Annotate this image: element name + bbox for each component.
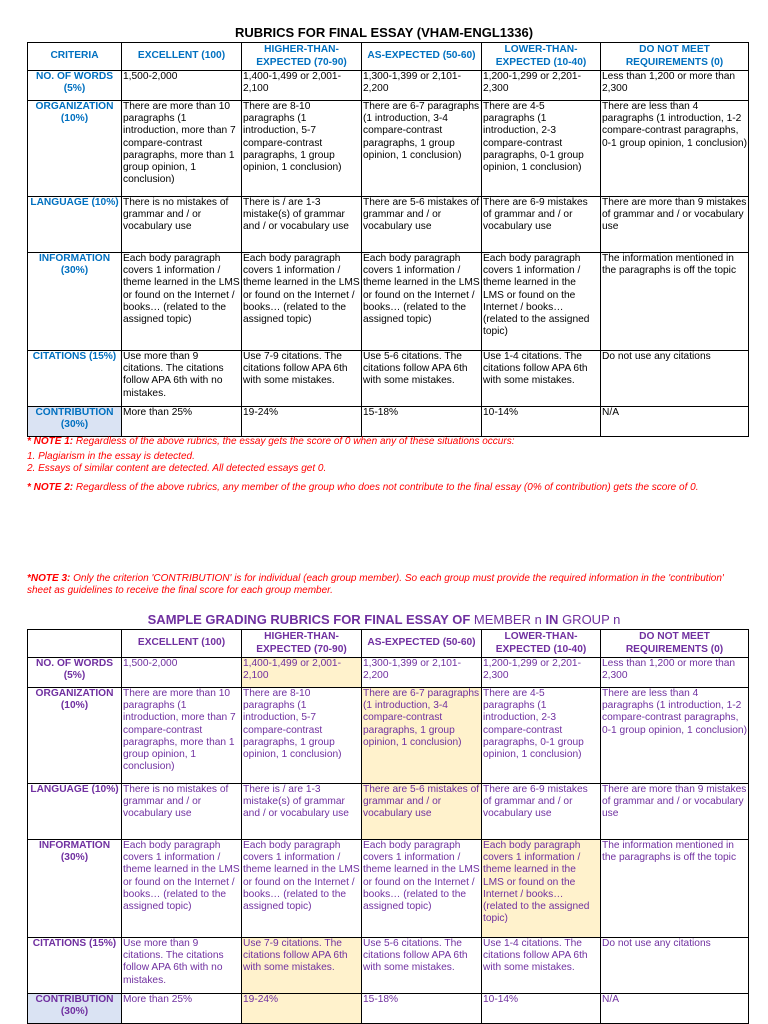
- sample-criteria-language: LANGUAGE (10%): [28, 784, 122, 840]
- note-1-label: * NOTE 1:: [27, 436, 74, 447]
- rubric-header-row: [28, 43, 749, 71]
- sample-cell-citations-0: Use more than 9 citations. The citations follow APA 6th with no mistakes.: [122, 938, 242, 994]
- rubric-table: [27, 42, 749, 437]
- rubric-cell-contribution-0: More than 25%: [122, 407, 242, 437]
- sample-criteria-citations: CITATIONS (15%): [28, 938, 122, 994]
- rubric-cell-no-of-words-2: 1,300-1,399 or 2,101-2,200: [362, 71, 482, 101]
- note-1: [27, 436, 739, 448]
- rubric-cell-organization-0: There are more than 10 paragraphs (1 introduction, more than 7 compare-contrast paragraphs, more than 1 group opinion, 1 conclusion): [122, 101, 242, 197]
- sample-cell-information-4: The information mentioned in the paragraphs is off the topic: [601, 840, 749, 938]
- sample-header-row: [28, 630, 749, 658]
- sample-cell-language-1: There is / are 1-3 mistake(s) of grammar and / or vocabulary use: [242, 784, 362, 840]
- sample-cell-organization-2: There are 6-7 paragraphs (1 introduction, 3-4 compare-contrast paragraphs, 1 group opinion, 1 conclusion): [362, 688, 482, 784]
- rubric-cell-contribution-1: 19-24%: [242, 407, 362, 437]
- rubric-cell-citations-2: Use 5-6 citations. The citations follow APA 6th with some mistakes.: [362, 351, 482, 407]
- rubric-row-contribution: [28, 407, 749, 437]
- sample-header-excellent: EXCELLENT (100): [122, 630, 242, 658]
- rubric-cell-no-of-words-4: Less than 1,200 or more than 2,300: [601, 71, 749, 101]
- rubric-cell-organization-3: There are 4-5 paragraphs (1 introduction, 2-3 compare-contrast paragraphs, 0-1 group opinion, 1 conclusion): [482, 101, 601, 197]
- sample-title-in: IN: [545, 612, 559, 627]
- rubric-cell-information-1: Each body paragraph covers 1 information / theme learned in the LMS or found on the Internet / books… (related to the assigned topic): [242, 253, 362, 351]
- sample-cell-organization-4: There are less than 4 paragraphs (1 introduction, 1-2 compare-contrast paragraphs, 0-1 group opinion, 1 conclusion): [601, 688, 749, 784]
- rubric-row-information: [28, 253, 749, 351]
- sample-header-higher-than-expected: HIGHER-THAN-EXPECTED (70-90): [242, 630, 362, 658]
- rubric-cell-language-4: There are more than 9 mistakes of grammar and / or vocabulary use: [601, 197, 749, 253]
- sample-cell-language-0: There is no mistakes of grammar and / or vocabulary use: [122, 784, 242, 840]
- rubric-row-no-of-words: [28, 71, 749, 101]
- rubric-row-language: [28, 197, 749, 253]
- note-2-text: Regardless of the above rubrics, any member of the group who does not contribute to the final essay (0% of contribution) gets the score of 0.: [73, 482, 699, 493]
- note-1-item-2: 2. Essays of similar content are detected. All detected essays get 0.: [27, 463, 327, 474]
- rubric-criteria-citations: CITATIONS (15%): [28, 351, 122, 407]
- note-3: [27, 573, 739, 597]
- sample-cell-language-4: There are more than 9 mistakes of grammar and / or vocabulary use: [601, 784, 749, 840]
- sample-criteria-information: INFORMATION (30%): [28, 840, 122, 938]
- rubric-cell-contribution-3: 10-14%: [482, 407, 601, 437]
- sample-row-no-of-words: [28, 658, 749, 688]
- sample-criteria-no-of-words: NO. OF WORDS (5%): [28, 658, 122, 688]
- sample-cell-contribution-1: 19-24%: [242, 994, 362, 1024]
- rubric-cell-language-1: There is / are 1-3 mistake(s) of grammar and / or vocabulary use: [242, 197, 362, 253]
- note-3-text: Only the criterion 'CONTRIBUTION' is for individual (each group member). So each group must provide the required information in the 'contribution' sheet as guidelines to receive the final score for each group member.: [27, 573, 724, 596]
- sample-cell-no-of-words-3: 1,200-1,299 or 2,201-2,300: [482, 658, 601, 688]
- sample-cell-citations-2: Use 5-6 citations. The citations follow APA 6th with some mistakes.: [362, 938, 482, 994]
- rubric-cell-information-3: Each body paragraph covers 1 information / theme learned in the LMS or found on the Internet / books… (related to the assigned topic): [482, 253, 601, 351]
- sample-cell-contribution-2: 15-18%: [362, 994, 482, 1024]
- sample-cell-no-of-words-4: Less than 1,200 or more than 2,300: [601, 658, 749, 688]
- rubric-criteria-organization: ORGANIZATION (10%): [28, 101, 122, 197]
- rubric-row-citations: [28, 351, 749, 407]
- rubric-criteria-no-of-words: NO. OF WORDS (5%): [28, 71, 122, 101]
- sample-cell-information-3: Each body paragraph covers 1 information / theme learned in the LMS or found on the Internet / books… (related to the assigned topic): [482, 840, 601, 938]
- note-2-label: * NOTE 2:: [27, 482, 74, 493]
- note-3-label: *NOTE 3:: [27, 573, 71, 584]
- sample-criteria-contribution: CONTRIBUTION (30%): [28, 994, 122, 1024]
- header-do-not-meet: DO NOT MEET REQUIREMENTS (0): [601, 43, 749, 71]
- sample-cell-contribution-3: 10-14%: [482, 994, 601, 1024]
- sample-cell-language-3: There are 6-9 mistakes of grammar and / or vocabulary use: [482, 784, 601, 840]
- rubric-cell-citations-0: Use more than 9 citations. The citations follow APA 6th with no mistakes.: [122, 351, 242, 407]
- rubric-title: RUBRICS FOR FINAL ESSAY (VHAM-ENGL1336): [234, 25, 534, 40]
- sample-row-organization: [28, 688, 749, 784]
- rubric-cell-information-2: Each body paragraph covers 1 information / theme learned in the LMS or found on the Internet / books… (related to the assigned topic): [362, 253, 482, 351]
- sample-header-as-expected: AS-EXPECTED (50-60): [362, 630, 482, 658]
- sample-cell-information-2: Each body paragraph covers 1 information / theme learned in the LMS or found on the Internet / books… (related to the assigned topic): [362, 840, 482, 938]
- sample-rubric-table: [27, 629, 749, 1024]
- sample-row-information: [28, 840, 749, 938]
- note-2: [27, 482, 739, 494]
- rubric-cell-organization-4: There are less than 4 paragraphs (1 introduction, 1-2 compare-contrast paragraphs, 0-1 group opinion, 1 conclusion): [601, 101, 749, 197]
- note-1-item-1: 1. Plagiarism in the essay is detected.: [27, 451, 195, 462]
- rubric-row-organization: [28, 101, 749, 197]
- sample-cell-contribution-0: More than 25%: [122, 994, 242, 1024]
- sample-title-member: MEMBER n: [473, 612, 542, 627]
- sample-criteria-organization: ORGANIZATION (10%): [28, 688, 122, 784]
- sample-cell-citations-1: Use 7-9 citations. The citations follow APA 6th with some mistakes.: [242, 938, 362, 994]
- rubric-cell-language-0: There is no mistakes of grammar and / or vocabulary use: [122, 197, 242, 253]
- rubric-cell-citations-4: Do not use any citations: [601, 351, 749, 407]
- note-1-text: Regardless of the above rubrics, the essay gets the score of 0 when any of these situations occurs:: [73, 436, 515, 447]
- sample-cell-contribution-4: N/A: [601, 994, 749, 1024]
- rubric-cell-no-of-words-0: 1,500-2,000: [122, 71, 242, 101]
- header-lower-than-expected: LOWER-THAN-EXPECTED (10-40): [482, 43, 601, 71]
- sample-header-lower-than-expected: LOWER-THAN-EXPECTED (10-40): [482, 630, 601, 658]
- rubric-criteria-information: INFORMATION (30%): [28, 253, 122, 351]
- header-criteria: CRITERIA: [28, 43, 122, 71]
- sample-row-language: [28, 784, 749, 840]
- sample-row-citations: [28, 938, 749, 994]
- rubric-cell-organization-2: There are 6-7 paragraphs (1 introduction, 3-4 compare-contrast paragraphs, 1 group opinion, 1 conclusion): [362, 101, 482, 197]
- sample-cell-organization-3: There are 4-5 paragraphs (1 introduction, 2-3 compare-contrast paragraphs, 0-1 group opinion, 1 conclusion): [482, 688, 601, 784]
- header-as-expected: AS-EXPECTED (50-60): [362, 43, 482, 71]
- sample-cell-information-1: Each body paragraph covers 1 information / theme learned in the LMS or found on the Internet / books… (related to the assigned topic): [242, 840, 362, 938]
- sample-header-do-not-meet: DO NOT MEET REQUIREMENTS (0): [601, 630, 749, 658]
- sample-cell-citations-3: Use 1-4 citations. The citations follow APA 6th with some mistakes.: [482, 938, 601, 994]
- header-excellent: EXCELLENT (100): [122, 43, 242, 71]
- rubric-criteria-contribution: CONTRIBUTION (30%): [28, 407, 122, 437]
- rubric-cell-no-of-words-1: 1,400-1,499 or 2,001-2,100: [242, 71, 362, 101]
- sample-cell-no-of-words-1: 1,400-1,499 or 2,001-2,100: [242, 658, 362, 688]
- sample-row-contribution: [28, 994, 749, 1024]
- sample-title-group: GROUP n: [562, 612, 621, 627]
- rubric-cell-contribution-4: N/A: [601, 407, 749, 437]
- rubric-cell-information-0: Each body paragraph covers 1 information / theme learned in the LMS or found on the Internet / books… (related to the assigned topic): [122, 253, 242, 351]
- sample-cell-citations-4: Do not use any citations: [601, 938, 749, 994]
- rubric-cell-language-3: There are 6-9 mistakes of grammar and / or vocabulary use: [482, 197, 601, 253]
- rubric-criteria-language: LANGUAGE (10%): [28, 197, 122, 253]
- sample-cell-language-2: There are 5-6 mistakes of grammar and / or vocabulary use: [362, 784, 482, 840]
- rubric-cell-citations-1: Use 7-9 citations. The citations follow APA 6th with some mistakes.: [242, 351, 362, 407]
- sample-header-criteria: [28, 630, 122, 658]
- rubric-cell-contribution-2: 15-18%: [362, 407, 482, 437]
- sample-cell-organization-1: There are 8-10 paragraphs (1 introduction, 5-7 compare-contrast paragraphs, 1 group opinion, 1 conclusion): [242, 688, 362, 784]
- sample-title-main: SAMPLE GRADING RUBRICS FOR FINAL ESSAY OF: [147, 612, 471, 627]
- rubric-cell-language-2: There are 5-6 mistakes of grammar and / or vocabulary use: [362, 197, 482, 253]
- sample-cell-organization-0: There are more than 10 paragraphs (1 introduction, more than 7 compare-contrast paragraphs, more than 1 group opinion, 1 conclusion): [122, 688, 242, 784]
- sample-title: [0, 612, 768, 627]
- header-higher-than-expected: HIGHER-THAN-EXPECTED (70-90): [242, 43, 362, 71]
- rubric-cell-no-of-words-3: 1,200-1,299 or 2,201-2,300: [482, 71, 601, 101]
- sample-cell-information-0: Each body paragraph covers 1 information / theme learned in the LMS or found on the Internet / books… (related to the assigned topic): [122, 840, 242, 938]
- sample-cell-no-of-words-2: 1,300-1,399 or 2,101-2,200: [362, 658, 482, 688]
- rubric-cell-organization-1: There are 8-10 paragraphs (1 introduction, 5-7 compare-contrast paragraphs, 1 group opinion, 1 conclusion): [242, 101, 362, 197]
- rubric-cell-citations-3: Use 1-4 citations. The citations follow APA 6th with some mistakes.: [482, 351, 601, 407]
- sample-cell-no-of-words-0: 1,500-2,000: [122, 658, 242, 688]
- rubric-cell-information-4: The information mentioned in the paragraphs is off the topic: [601, 253, 749, 351]
